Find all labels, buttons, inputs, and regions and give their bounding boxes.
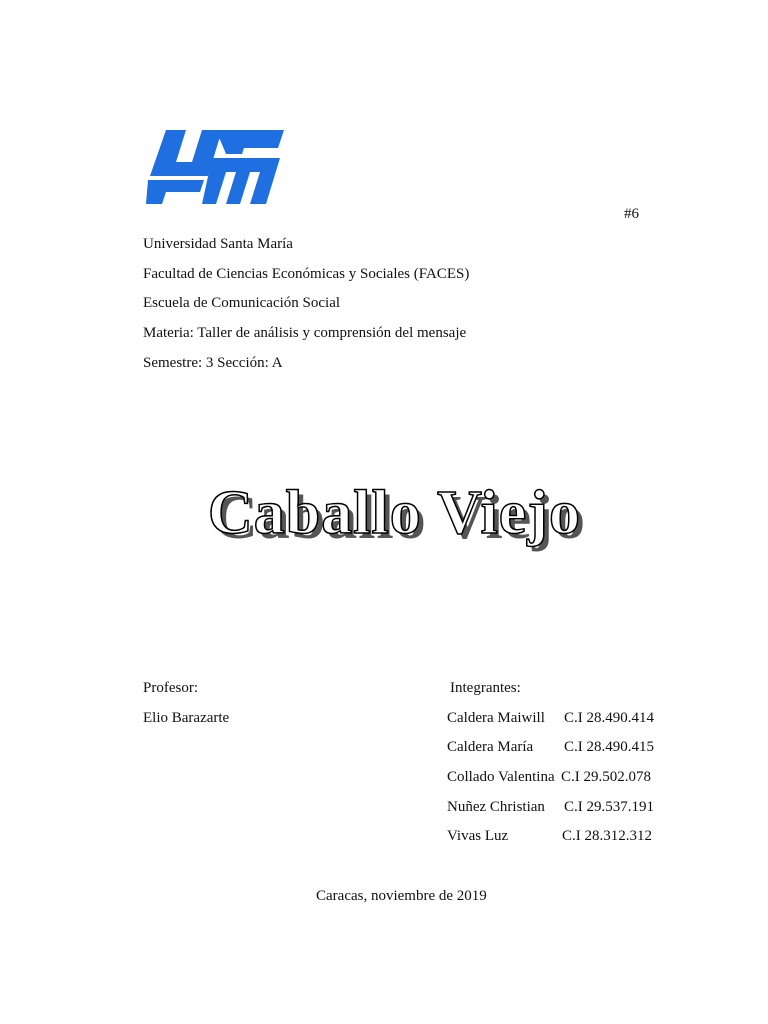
footer-place-date: Caracas, noviembre de 2019	[316, 888, 487, 904]
members-label: Integrantes:	[450, 680, 521, 696]
member-ci: C.I 28.490.415	[564, 739, 654, 755]
member-ci: C.I 29.537.191	[564, 799, 654, 815]
member-ci: C.I 28.312.312	[562, 828, 652, 844]
semester-line: Semestre: 3 Sección: A	[143, 355, 283, 371]
subject-line: Materia: Taller de análisis y comprensión del mensaje	[143, 325, 467, 341]
member-name: Vivas Luz	[447, 828, 509, 844]
usm-logo	[146, 128, 286, 204]
faculty-name: Facultad de Ciencias Económicas y Sociales (FACES)	[143, 266, 470, 282]
member-name: Collado Valentina	[447, 769, 555, 785]
member-ci: C.I 29.502.078	[561, 769, 651, 785]
professor-name: Elio Barazarte	[143, 710, 230, 726]
page-number: #6	[624, 206, 639, 222]
document-title: Caballo Viejo	[208, 479, 581, 547]
professor-label: Profesor:	[143, 680, 198, 696]
university-name: Universidad Santa María	[143, 236, 293, 252]
school-name: Escuela de Comunicación Social	[143, 295, 341, 311]
member-name: Nuñez Christian	[447, 799, 545, 815]
member-name: Caldera Maiwill	[447, 710, 545, 726]
member-ci: C.I 28.490.414	[564, 710, 654, 726]
member-name: Caldera María	[447, 739, 534, 755]
